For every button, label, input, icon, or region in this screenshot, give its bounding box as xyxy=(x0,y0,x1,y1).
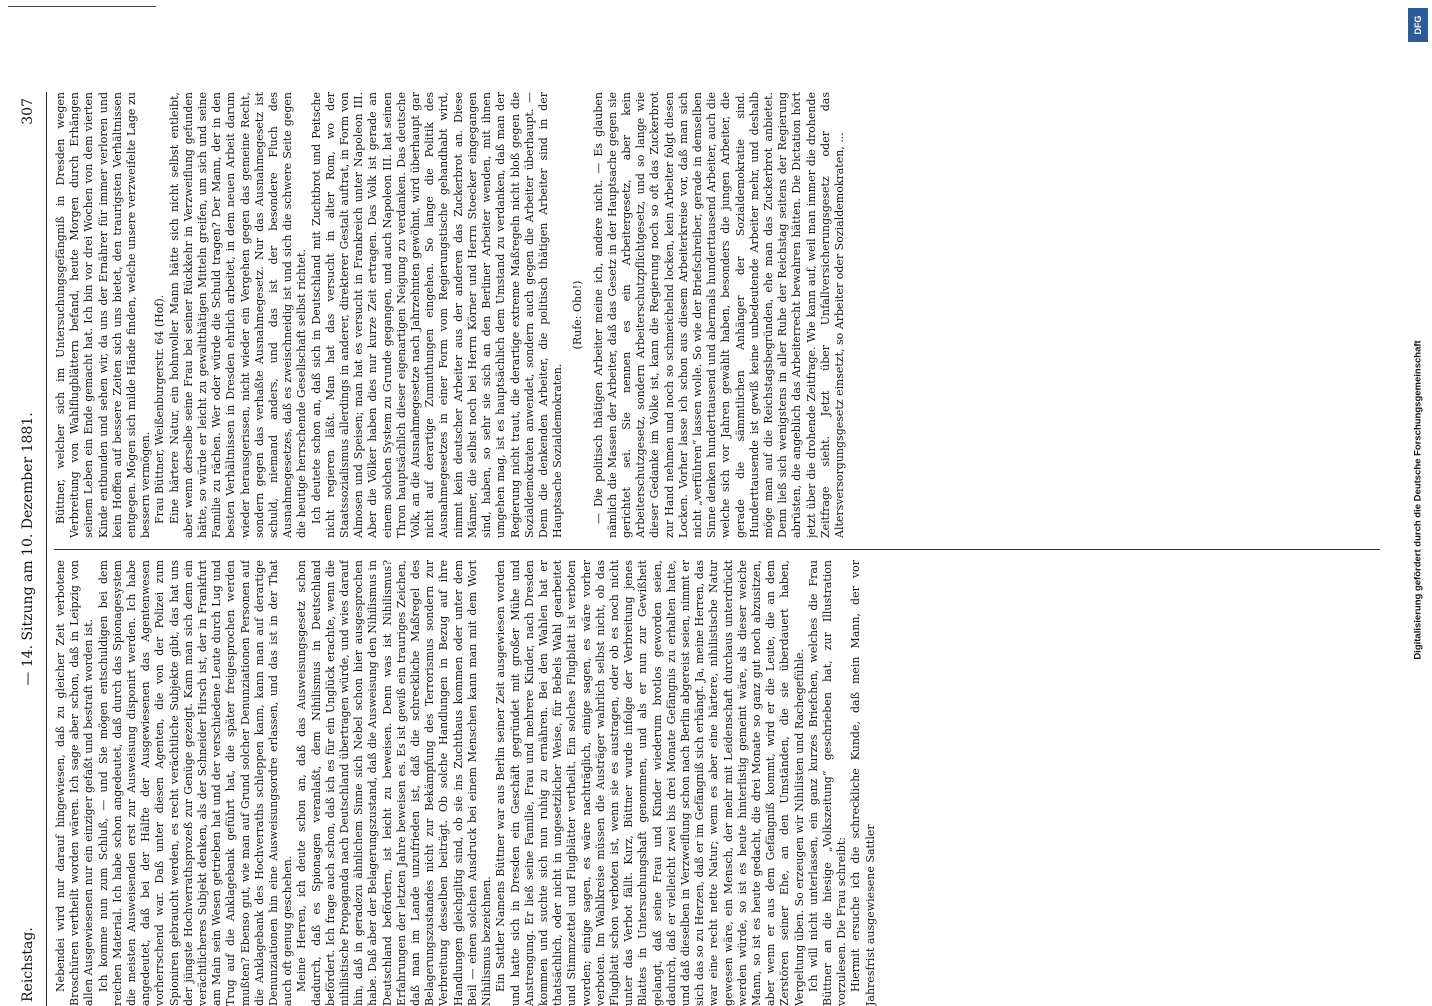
left-paragraph: Hiermit ersuche ich die schreckliche Kunde, daß mein Mann, der vor Jahresfrist ausgewiesene Sattler xyxy=(849,560,877,1006)
left-paragraph: Meine Herren, ich deute schon an, daß das Ausweisungsgesetz schon dadurch, daß es Spionagen veranlaßt, dem Nihilismus in Deutschland befördert. Ich frage auch schon, daß ich es für ein Unglück erachte, wenn die nihilistische Propaganda nach Deutschland übertragen würde, und wies darauf hin, daß in geradezu ähnlichem Sinne sich Nebel schon hier ausgesprochen habe. Daß aber der Belagerungszustand, daß die Ausweisung den Nihilismus in Deutschland befördern, ist leicht zu beweisen. Denn was ist Nihilismus? Erfahrungen der letzten Jahre beweisen es. Es ist gewiß ein trauriges Zeichen, daß man im Lande unzufrieden ist, daß die schreckliche Maßregel des Belagerungszustandes nicht zur Bekämpfung des Terrorismus sondern zur Verbreitung desselben beiträgt. Ob solche Handlungen in Bezug auf ihre Handlungen gleichgiltig sind, ob sie ins Zuchthaus kommen oder unter dem Beil — einen solchen Ausdruck bei einem Menschen kann man mit dem Wort Nihilismus bezeichnen. xyxy=(295,560,494,1006)
column-divider xyxy=(54,549,1380,550)
scan-edge-line xyxy=(8,6,156,7)
funding-strip xyxy=(1404,0,1432,1000)
right-paragraph: Eine härtere Natur, ein hohnvoller Mann hätte sich nicht selbst entleibt, aber wenn derselbe seine Frau bei seiner Rückkehr in Verzweiflung gefunden hätte, so würde er leicht zu gewaltthätigen Mitteln greifen, um sich und seine Familie zu rächen. Wer oder würde die Schuld tragen? Der Mann, der in den besten Verhältnissen in Dresden ehrlich arbeitet, in dem neuen Arbeit darum wieder herausgerissen, nicht wieder ein Vergehen gegen das gemeine Recht, sondern gegen das verhaßte Ausnahmegesetz. Nur das Ausnahmegesetz ist schuld, niemand anders, und das ist der besondere Fluch des Ausnahmegesetzes, daß es zweischneidig ist und sich die schwere Seite gegen die heutige herrschende Gesellschaft selbst richtet. xyxy=(167,92,309,538)
left-paragraph: Ich komme nun zum Schluß, — und Sie mögen entschuldigen bei dem reichen Material. Ich habe schon angedeutet, daß durch das Spionagesystem die meisten Ausweisenden erst zur Ausweisung disponirt werden. Ich habe angedeutet, daß bei der Hälfte der Ausgewiesenen das Agentenwesen vorherrschend war. Daß unter diesen Agenten, die von der Polizei zum Spioniren gebraucht werden, es recht verächtliche Subjekte gibt, das hat uns der jüngste Hochverrathsprozeß zur Genüge gezeigt. Kann man sich denn ein verächtlicheres Subjekt denken, als der Schneider Hirsch ist, der in Frankfurt am Main sein Wesen getrieben hat und der verschiedene Leute durch Lug und Trug auf die Anklagebank geführt hat, die später freigesprochen werden mußten? Ebenso gut, wie man auf Grund solcher Denunziationen Personen auf die Anklagebank des Hochverraths schleppen kann, kann man auf derartige Denunziationen hin eine Ausweisungsordre erlassen, und das ist in der That auch oft genug geschehen. xyxy=(96,560,295,1006)
header-session: — 14. Sitzung am 10. Dezember 1881. xyxy=(20,412,36,686)
page-header xyxy=(16,92,42,1006)
left-column xyxy=(54,560,1380,1006)
interjection: (Rufe: Oho!) xyxy=(571,280,585,350)
funding-credit: Digitalisierung gefördert durch die Deutsche Forschungsgemeinschaft xyxy=(1412,340,1424,660)
right-paragraph: Büttner, welcher sich im Untersuchungsgefängniß in Dresden wegen Verbreitung von Wahlflugblättern befand, heute Morgen durch Erhängen seinem Leben ein Ende gemacht hat. Ich bin vor drei Wochen von dem vierten Kinde entbunden und sehen wir, da uns der Ernährer für immer verloren und kein Hoffen auf bessere Zeiten sich uns bietet, den traurigsten Verhältnissen entgegen. Mögen sich milde Hände finden, welche unsere verzweifelte Lage zu bessern vermögen. xyxy=(54,92,153,538)
left-paragraph: Nebendei wird nur darauf hingewiesen, daß zu gleicher Zeit verbotene Broschüren vertheilt worden wären. Ich sage aber schon, daß in Leipzig von allen Ausgewiesenen nur ein einziger gefaßt und bestraft worden ist. xyxy=(54,560,96,1006)
right-paragraph: Ich deutete schon an, daß sich in Deutschland mit Zuchtbrot und Peitsche nicht regieren läßt. Man hat das versucht in alter Rom, wo der Staatssozialismus allerdings in anderer, direkterer Gestalt auftrat, in Form von Almosen und Speisen; man hat es versucht in Frankreich unter Napoleon III. Aber die Völker haben dies nur kurze Zeit ertragen. Das Volk ist gerade an einem solchen System zu Grunde gegangen, und auch Napoleon III. hat seinen Thron hauptsächlich dieser eigenartigen Neigung zu verdanken. Das deutsche Volk, an die Ausnahmegesetze nach Jahrzehnten gewöhnt, wird überhaupt gar nicht auf derartige Zumuthungen eingehen. So lange die Politik des Ausnahmegesetzes in einer Form vom Regierungstische gehandhabt wird, nimmt kein deutscher Arbeiter aus der anderen das Zuckerbrot an. Diese Männer, die selbst noch bei Herrn Körner und Herrn Stoecker eingegangen sind, haben, so sehr sie sich an den Berliner Arbeiter wenden, mit ihnen umgehen mag, ist es hauptsächlich dem Umstand zu verdanken, daß man der Regierung nicht traut, die derartige extreme Maßregeln nicht bloß gegen die Sozialdemokraten anwendet, sondern auch gegen die Arbeiter überhaupt. — Denn die denkenden Arbeiter, die politisch thätigen Arbeiter sind in der Hauptsache Sozialdemokraten. xyxy=(309,92,565,538)
right-paragraph: Frau Büttner, Weißenburgerstr. 64 (Hof). xyxy=(153,294,167,524)
right-paragraph: — Die politisch thätigen Arbeiter meine ich, andere nicht. — Es glauben nämlich die Massen der Arbeiter, daß das Gesetz in der Hauptsache gegen sie gerichtet sei. Sie nennen es ein Arbeitergesetz, aber kein Arbeiterschutzgesetz, sondern Arbeiterschutzpflichtgesetz, und so lange wie dieser Gedanke im Volke ist, kann die Regierung noch so oft das Zuckerbrot zur Hand nehmen und noch so schmeichelnd locken, kein Arbeiter folgt diesen Locken. Vorher lasse ich schon aus diesem Arbeiterkreise vor, daß man sich nicht „verführen“ lassen wolle. So wie der Briefschreiber, gerade in demselben Sinne denken hunderttausend und abermals hunderttausend Arbeiter, auch die welche sich vor Jahren gewählt haben, besonders die jungen Arbeiter, die gerade die sämmtlichen Anhänger der Sozialdemokratie sind. Hunderttausende ist gewiß keine unbedeutende Arbeiter mehr, und deshalb möge man auf die Reichstagsbegründen, ehe man das Zuckerbrot anbietet. Denn ließ sich wenigstens in aller Ruhe der Reichstag seitens der Regierung abrüsten, die angeblich das Arbeiterrecht bewahren hätten. Die Dictation hört jetzt über die drohende Zeitfrage. Wie kann auf, weil man immer die drohende Zeitfrage sieht. Jetzt über Unfallversicherungsgesetz oder das Altersversorgungsgesetz einsetzt, so Arbeiter oder Sozialdemokraten, ... xyxy=(591,92,846,538)
dfg-logo: DFG xyxy=(1408,8,1428,42)
left-paragraph: Ein Sattler Namens Büttner war aus Berlin seiner Zeit ausgewiesen worden und hatte sich in Dresden ein Geschäft gegründet mit großer Mühe und Anstrengung. Er ließ seine Familie, Frau und mehrere Kinder, nach Dresden kommen und suchte sich nun ruhig zu ernähren. Bei den Wahlen hat er thatsächlich, oder nicht in ungesetzlicher Weise, für Bebels Wahl gearbeitet und Stimmzettel und Flugblätter vertheilt. Ein solches Flugblatt ist verboten worden; einige sagen, es wäre nachträglich, einige sagen, es wäre vorher verboten. Im Wahlkreise müssen die Austräger wahrlich selbst nicht, ob das Flugblatt schon verboten ist, wenn sie es austragen, oder ob es noch nicht unter das Verbot fällt. Kurz, Büttner wurde infolge der Verbreitung jenes Blattes in Untersuchungshaft genommen, und als er nun zur Gewißheit gelangt, daß seine Frau und Kinder wiederum brotlos geworden seien, dadurch, daß er vielleicht zwei bis drei Monate Gefängnis zu erhalten hatte, und daß dieselben in Verzweiflung schon nach Berlin abgereist seien, nimmt er sich das so zu Herzen, daß er im Gefängniß sich erhängt. Ja, meine Herren, das war eine recht nette Natur; wenn es aber eine härtere, nihilistische Natur gewesen wäre, ein Mensch, der mehr mit Leidenschaft durchaus unterdrückt werden würde, so ist es heute hinterlistig gemeint wäre, als dieser weiche Mann, so ist es heute gedacht, die drei Monate so ganz gut noch abzusitzen, aber wenn er aus dem Gefängniß kommt, wird er die Leute, die an dem Zerstören seiner Ehe, an den Umständen, die sie überdauert haben, Vergeltung üben. So erzeugen wir Nihilisten und Rachegefühle. xyxy=(494,560,806,1006)
right-column xyxy=(54,92,1380,538)
page-content-rotated xyxy=(12,92,1390,1006)
left-paragraph: Ich will nicht unterlassen, ein ganz kurzes Briefchen, welches die Frau Büttner an die hiesige „Volkszeitung“ geschrieben hat, zur Illustration vorzulesen. Die Frau schreibt: xyxy=(806,560,849,1006)
page-number: 307 xyxy=(20,98,36,125)
scanned-page xyxy=(12,92,1390,1006)
header-publication: Reichstag. xyxy=(20,927,36,1002)
header-rule xyxy=(46,92,47,1006)
